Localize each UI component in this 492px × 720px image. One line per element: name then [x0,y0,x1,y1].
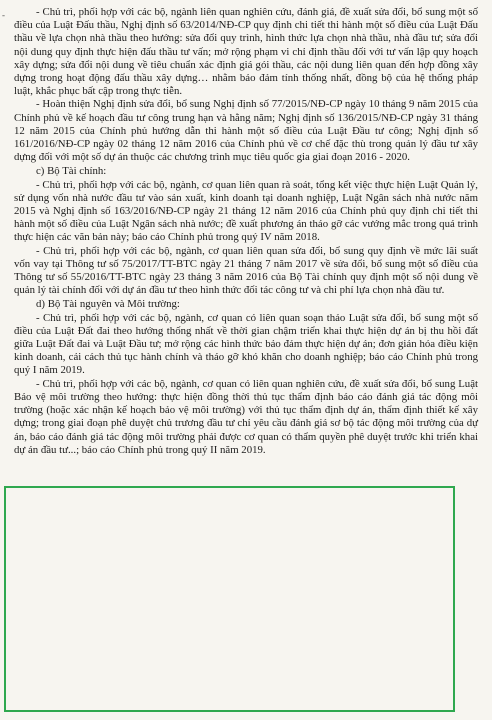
paragraph-bidding-law: - Chủ trì, phối hợp với các bộ, ngành liên quan nghiên cứu, đánh giá, đề xuất sửa đổi, bổ sung một số điều của Luật Đấu thầu, Nghị định số 63/2014/NĐ-CP quy định chi tiết thi hành một số điều của Luật Đấu thầu về lựa chọn nhà thầu theo hướng: sửa đổi quy trình, hình thức lựa chọn nhà thầu, nhà đầu tư; sửa đổi nội dung quy định thực hiện đấu thầu tư vấn; mở rộng phạm vi chỉ định thầu đối với tư vấn lập quy hoạch xây dựng; sửa đổi nội dung về tiêu chuẩn xác định giá gói thầu, các nội dung liên quan đến hợp đồng xây dựng trong hoạt động đấu thầu xây dựng… nhằm bảo đảm tính thống nhất, đồng bộ của hệ thống pháp luật, khắc phục bất cập trong thực tiễn. [14,6,478,98]
highlight-box [4,486,455,712]
margin-mark: - [2,10,5,20]
paragraph-land-law: - Chủ trì, phối hợp với các bộ, ngành, cơ quan có liên quan soạn thảo Luật sửa đổi, bổ sung một số điều của Luật Đất đai theo hướng thống nhất về thời gian chậm triển khai thực hiện dự án bị thu hồi đất giữa Luật Đất đai và Luật Đầu tư; mở rộng các hình thức bảo đảm thực hiện dự án; đơn giản hóa điều kiện kinh doanh, cải cách thủ tục hành chính và tháo gỡ khó khăn cho doanh nghiệp; báo cáo Chính phủ trong quý I năm 2019. [14,311,478,377]
paragraph-finance-review: - Chủ trì, phối hợp với các bộ, ngành, cơ quan liên quan rà soát, tổng kết việc thực hiện Luật Quản lý, sử dụng vốn nhà nước đầu tư vào sản xuất, kinh doanh tại doanh nghiệp, Luật Ngân sách nhà nước năm 2015 và Nghị định số 163/2016/NĐ-CP ngày 21 tháng 12 năm 2016 của Chính phủ quy định chi tiết thi hành một số điều của Luật Ngân sách nhà nước; đề xuất phương án tháo gỡ các vướng mắc trong quá trình thực hiện các văn bản này; báo cáo Chính phủ trong quý IV năm 2018. [14,178,478,244]
section-heading-ministry-of-finance: c) Bộ Tài chính: [36,165,107,178]
paragraph-environment-law: - Chủ trì, phối hợp với các bộ, ngành, cơ quan có liên quan nghiên cứu, đề xuất sửa đổi, bổ sung Luật Bảo vệ môi trường theo hướng: thực hiện đồng thời thủ tục thẩm định báo cáo đánh giá tác động môi trường (hoặc xác nhận kế hoạch bảo vệ môi trường) với thủ tục thẩm định dự án, thẩm định thiết kế xây dựng; trong giai đoạn phê duyệt chủ trương đầu tư chỉ yêu cầu đánh giá sơ bộ tác động môi trường của dự án, báo cáo đánh giá tác động môi trường phải được cơ quan có thẩm quyền phê duyệt trước khi triển khai dự án đầu tư...; báo cáo Chính phủ trong quý II năm 2019. [14,377,478,456]
paragraph-decree-amendment: - Hoàn thiện Nghị định sửa đổi, bổ sung Nghị định số 77/2015/NĐ-CP ngày 10 tháng 9 năm 2015 của Chính phủ về kế hoạch đầu tư công trung hạn và hằng năm; Nghị định số 136/2015/NĐ-CP ngày 31 tháng 12 năm 2015 của Chính phủ hướng dẫn thi hành một số điều của Luật Đầu tư công; Nghị định số 161/2016/NĐ-CP ngày 02 tháng 12 năm 2016 của Chính phủ về cơ chế đặc thù trong quản lý đầu tư xây dựng đối với một số dự án thuộc các chương trình mục tiêu quốc gia giai đoạn 2016 - 2020. [14,98,478,164]
paragraph-finance-interest-rate: - Chủ trì, phối hợp với các bộ, ngành, cơ quan liên quan sửa đổi, bổ sung quy định về mức lãi suất vốn vay tại Thông tư số 75/2017/TT-BTC ngày 21 tháng 7 năm 2017 về sửa đổi, bổ sung một số điều của Thông tư số 55/2016/TT-BTC ngày 23 tháng 3 năm 2016 của Bộ Tài chính quy định một số nội dung về quản lý tài chính đối với dự án đầu tư theo hình thức đối tác công tư và chi phí lựa chọn nhà đầu tư. [14,244,478,297]
section-heading-ministry-of-natural-resources: d) Bộ Tài nguyên và Môi trường: [36,298,180,311]
document-body [14,6,478,457]
